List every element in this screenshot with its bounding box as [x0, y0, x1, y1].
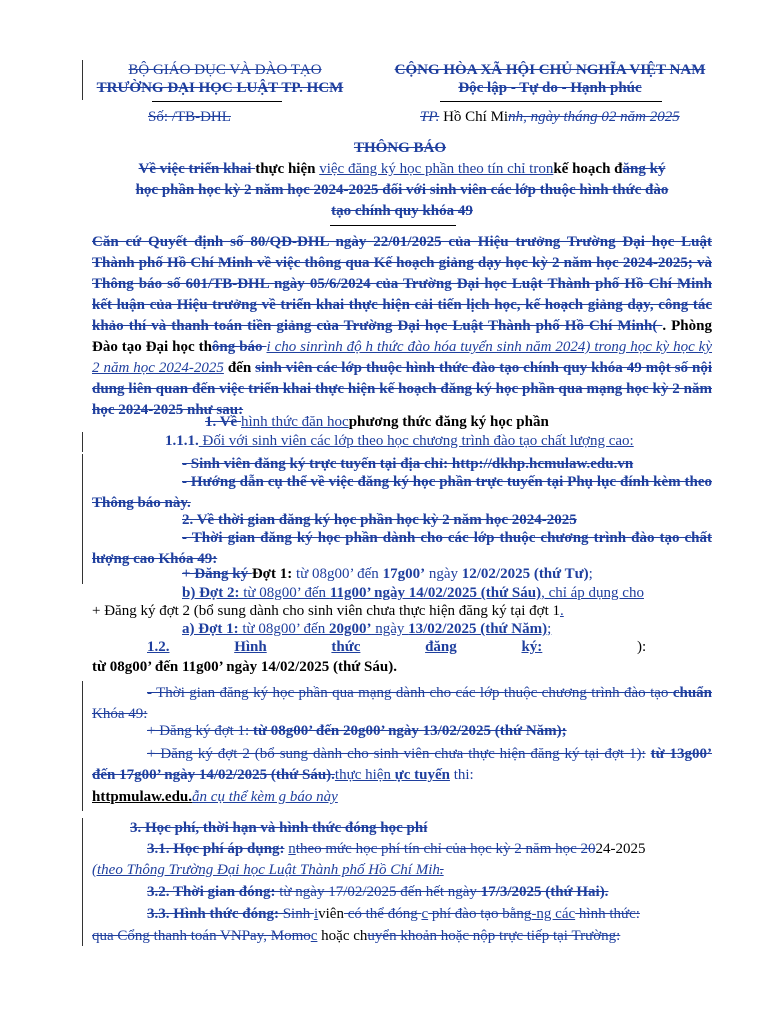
section-3-2-line: 3.2. Thời gian đóng: từ ngày 17/02/2025 đến hết ngày 17/3/2025 (thứ Hai).	[147, 884, 609, 900]
change-bar	[82, 454, 83, 584]
section-2-heading: 2. Về thời gian đăng ký học phần học kỳ 2 năm học 2024-2025	[182, 512, 577, 528]
bullet-register-site: - Sinh viên đăng ký trực tuyến tại địa chỉ: http://dkhp.hcmulaw.edu.vn	[182, 456, 634, 472]
document-date: TP. Hồ Chí Minh, ngày tháng 02 năm 2025	[420, 109, 680, 125]
ministry-name: BỘ GIÁO DỤC VÀ ĐÀO TẠO	[128, 62, 322, 78]
right-header-rule	[440, 101, 662, 102]
document-number: Số: /TB-ĐHL	[148, 109, 231, 125]
change-bar	[82, 432, 83, 452]
change-bar	[82, 818, 83, 946]
section-1-2-close: ):	[637, 639, 647, 655]
notice-subject: Về việc triển khai thực hiện việc đăng ký học phần theo tín chỉ tronkế hoạch đăng ký học phần học kỳ 2 năm học 2024-2025 đối với sinh viên các lớp thuộc hình thức đào tạo chính quy khóa 49	[135, 161, 669, 219]
round-1-line: + Đăng ký Đợt 1: từ 08g00’ đến 17g00’ ngày 12/02/2025 (thứ Tư);	[182, 566, 593, 582]
left-header-rule	[152, 101, 282, 102]
regular-guide-link: httpmulaw.edu.ẫn cụ thể kèm g báo này	[92, 789, 338, 805]
round-2-line: b) Đợt 2: từ 08g00’ đến 11g00’ ngày 14/02/2025 (thứ Sáu), chỉ áp dụng cho	[182, 585, 644, 601]
section-3-1-line: 3.1. Học phí áp dụng: ntheo mức học phí tín chỉ của học kỳ 2 năm học 2024-2025	[147, 841, 646, 857]
national-motto: Độc lập - Tự do - Hạnh phúc	[458, 80, 642, 96]
section-3-3-methods: qua Cổng thanh toán VNPay, Momoc hoặc chuyển khoản hoặc nộp trực tiếp tại Trường:	[92, 928, 621, 944]
university-name: TRƯỜNG ĐẠI HỌC LUẬT TP. HCM	[96, 80, 344, 96]
section-3-1-reference: (theo Thông Trường Đại học Luật Thành phố Hồ Chí Mih.	[92, 862, 444, 878]
change-bar	[82, 681, 83, 811]
option-a-line: a) Đợt 1: từ 08g00’ đến 20g00’ ngày 13/02/2025 (thứ Năm);	[182, 621, 552, 637]
round-2-supplement: + Đăng ký đợt 2 (bổ sung dành cho sinh viên chưa thực hiện đăng ký tại đợt 1.	[92, 603, 564, 619]
section-3-3-line: 3.3. Hình thức đóng: Sinh iviên có thể đóng c phí đào tạo bằng-ng các hình thức:	[147, 906, 640, 922]
republic-name: CỘNG HÒA XÃ HỘI CHỦ NGHĨA VIỆT NAM	[394, 62, 706, 78]
regular-round-1: + Đăng ký đợt 1: từ 08g00’ đến 20g00’ ngày 13/02/2025 (thứ Năm);	[147, 723, 567, 739]
intro-paragraph: Căn cứ Quyết định số 80/QĐ-ĐHL ngày 22/01/2025 của Hiệu trưởng Trường Đại học Luật Thành phố Hồ Chí Minh về việc thông qua Kế hoạch giảng dạy học kỳ 2 năm học 2024-2025; và Thông báo số 601/TB-ĐHL ngày 05/6/2024 của Trường Đại học Luật Thành phố Hồ Chí Minh kết luận của Hiệu trưởng về triển khai thực hiện cải tiến lịch học, kế hoạch giảng dạy, công tác khảo thí và thanh toán tiền giảng của Trường Đại học Luật Thành phố Hồ Chí Minh( . Phòng Đào tạo Đại học thông báo i cho sinrình độ h thức đào hóa tuyển sinh năm 2024) trong học kỳ học kỳ 2 năm học 2024-2025 đến sinh viên các lớp thuộc hình thức đào tạo chính quy khóa 49 một số nội dung liên quan đến việc triển khai thực hiện kế hoạch đăng ký học phần qua mạng học kỳ 2 năm học 2024-2025 như sau:	[92, 234, 713, 418]
change-bar	[82, 60, 83, 100]
section-1-2-time: từ 08g00’ đến 11g00’ ngày 14/02/2025 (thứ Sáu).	[92, 659, 397, 675]
notice-heading: THÔNG BÁO	[353, 140, 447, 156]
section-3-heading: 3. Học phí, thời hạn và hình thức đóng học phí	[130, 820, 428, 836]
regular-program-text: - Thời gian đăng ký học phần qua mạng dành cho các lớp thuộc chương trình đào tạo chuẩn Khóa 49:	[92, 685, 712, 722]
section-1-heading: 1. Về hình thức đăn hocphương thức đăng ký học phần	[205, 414, 549, 430]
section-1-1-1: 1.1.1. Đối với sinh viên các lớp theo học chương trình đào tạo chất lượng cao:	[165, 433, 634, 449]
section-2-text: - Thời gian đăng ký học phần dành cho các lớp thuộc chương trình đào tạo chất lượng cao Khóa 49:	[92, 530, 712, 567]
section-1-2-line: 1.2. Hình thức đăng ký:	[147, 639, 543, 655]
regular-round-2: + Đăng ký đợt 2 (bổ sung dành cho sinh viên chưa thực hiện đăng ký tại đợt 1): từ 13g00’ đến 17g00’ ngày 14/02/2025 (thứ Sáu).thực hiện ực tuyến thi:	[92, 746, 713, 783]
bullet-guide: - Hướng dẫn cụ thể về việc đăng ký học phần trực tuyến tại Phụ lục đính kèm theo Thông báo này.	[92, 474, 712, 511]
subject-rule	[330, 225, 456, 226]
